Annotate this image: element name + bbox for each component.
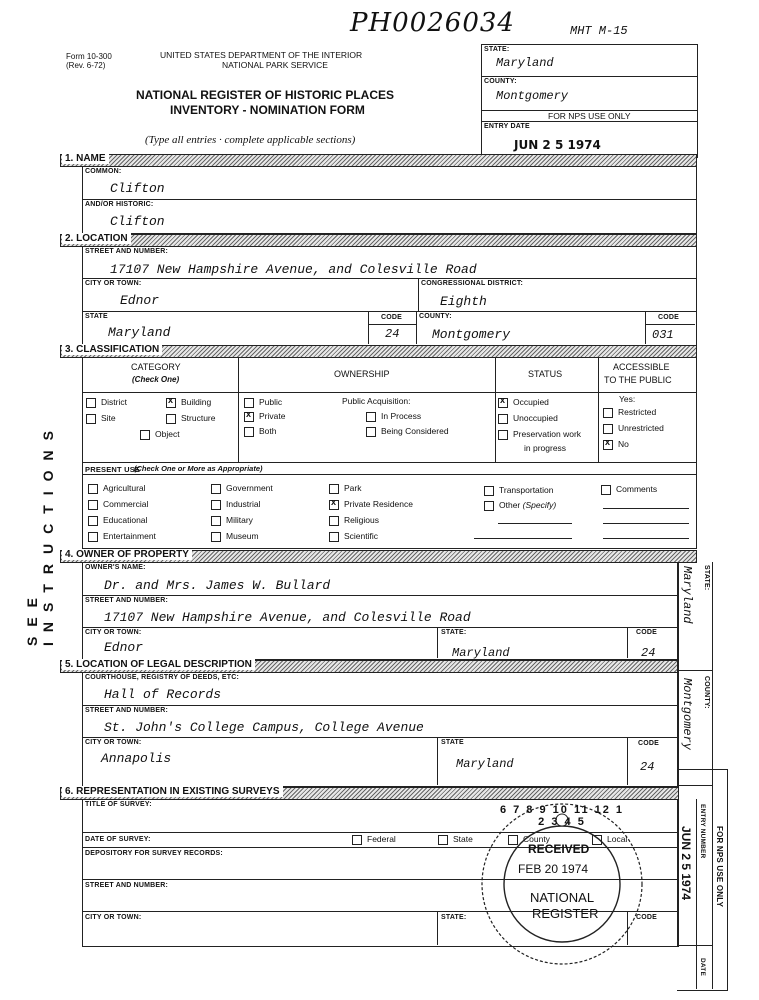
checkbox-checked[interactable] (498, 398, 508, 408)
use-entertainment[interactable] (88, 531, 156, 542)
ownership-head: OWNERSHIP (334, 369, 390, 379)
street-value: 17107 New Hampshire Avenue, and Colesville Road (110, 262, 477, 277)
access-restricted[interactable] (603, 407, 656, 418)
header-nps-only: FOR NPS USE ONLY (548, 111, 631, 121)
use-park[interactable] (329, 483, 361, 494)
option-label: Object (155, 429, 180, 439)
section-title-owner: 4. OWNER OF PROPERTY (62, 549, 192, 560)
option-label: Unoccupied (513, 413, 558, 423)
side-state-value: Maryland (680, 566, 694, 624)
option-label: Preservation work (513, 429, 582, 439)
county-label: COUNTY: (419, 313, 452, 320)
category-building[interactable] (166, 397, 211, 408)
option-label: Occupied (513, 397, 549, 407)
checkbox[interactable] (86, 398, 96, 408)
checkbox[interactable] (329, 532, 339, 542)
common-value: Clifton (110, 181, 165, 196)
ownership-private[interactable] (244, 411, 285, 422)
use-educational[interactable] (88, 515, 147, 526)
received-stamp (478, 800, 646, 968)
access-yes-label: Yes: (619, 394, 636, 404)
checkbox[interactable] (366, 412, 376, 422)
header-county-label: COUNTY: (484, 78, 517, 85)
checkbox[interactable] (88, 532, 98, 542)
access-head-2: TO THE PUBLIC (604, 375, 672, 385)
stamp-ring-numbers: 6 7 8 9 10 11 12 1 2 3 4 5 (499, 804, 625, 828)
legal-code-value: 24 (640, 760, 655, 774)
checkbox[interactable] (211, 516, 221, 526)
section-classification-box (82, 357, 697, 549)
owner-street-value: 17107 New Hampshire Avenue, and Colesville Road (104, 610, 471, 625)
checkbox[interactable] (244, 398, 254, 408)
owner-name-value: Dr. and Mrs. James W. Bullard (104, 578, 331, 593)
checkbox[interactable] (438, 835, 448, 845)
acquisition-in-process[interactable] (366, 411, 421, 422)
checkbox[interactable] (366, 427, 376, 437)
checkbox[interactable] (484, 486, 494, 496)
type-instructions: (Type all entries · complete applicable sections) (145, 134, 356, 146)
courthouse-label: COURTHOUSE, REGISTRY OF DEEDS, ETC: (85, 674, 240, 681)
stamp-received: RECEIVED (528, 842, 590, 856)
legal-street-label: STREET AND NUMBER: (85, 707, 169, 714)
option-label: Other (499, 500, 521, 510)
option-label: Both (259, 426, 277, 436)
category-district[interactable] (86, 397, 127, 408)
option-label: Entertainment (103, 531, 156, 541)
option-label: Unrestricted (618, 423, 664, 433)
survey-code-label: CODE (636, 914, 658, 921)
state-value: Maryland (108, 325, 171, 340)
checkbox[interactable] (88, 500, 98, 510)
checkbox-checked[interactable] (244, 412, 254, 422)
public-acquisition-label: Public Acquisition: (342, 396, 411, 406)
checkbox[interactable] (603, 424, 613, 434)
option-label: Private (259, 411, 286, 421)
use-other[interactable] (484, 500, 556, 511)
option-label: Religious (344, 515, 379, 525)
checkbox-checked[interactable] (329, 500, 339, 510)
checkbox[interactable] (88, 484, 98, 494)
option-label: Museum (226, 531, 259, 541)
owner-name-label: OWNER'S NAME: (85, 564, 146, 571)
ownership-public[interactable] (244, 397, 282, 408)
survey-federal[interactable] (352, 834, 396, 845)
checkbox[interactable] (244, 427, 254, 437)
checkbox-checked[interactable] (166, 398, 176, 408)
form-revision: (Rev. 6-72) (66, 61, 106, 70)
category-structure[interactable] (166, 413, 216, 424)
owner-state-value: Maryland (452, 646, 510, 660)
option-label: Site (101, 413, 116, 423)
legal-street-value: St. John's College Campus, College Avenue (104, 720, 424, 735)
option-label: Educational (103, 515, 148, 525)
section-title-legal: 5. LOCATION OF LEGAL DESCRIPTION (62, 659, 255, 670)
option-label: Private Residence (344, 499, 413, 509)
option-label: County (523, 834, 550, 844)
category-object[interactable] (140, 429, 180, 440)
state-code-label: CODE (381, 314, 403, 321)
owner-code-label: CODE (636, 629, 658, 636)
form-title-1: NATIONAL REGISTER OF HISTORIC PLACES (136, 88, 395, 102)
survey-date-label: DATE OF SURVEY: (85, 836, 151, 843)
district-value: Eighth (440, 294, 487, 309)
form-title-2: INVENTORY - NOMINATION FORM (170, 103, 365, 117)
see-instructions: SEE INSTRUCTIONS (24, 421, 56, 646)
option-label: Industrial (226, 499, 261, 509)
entry-date-stamp: JUN 2 5 1974 (514, 138, 601, 152)
department: UNITED STATES DEPARTMENT OF THE INTERIOR (160, 50, 363, 60)
checkbox[interactable] (140, 430, 150, 440)
street-label: STREET AND NUMBER: (85, 248, 169, 255)
checkbox[interactable] (86, 414, 96, 424)
state-label: STATE (85, 313, 108, 320)
use-religious[interactable] (329, 515, 379, 526)
section-title-classification: 3. CLASSIFICATION (62, 344, 162, 355)
status-unoccupied[interactable] (498, 413, 558, 424)
use-scientific[interactable] (329, 531, 378, 542)
section-title-surveys: 6. REPRESENTATION IN EXISTING SURVEYS (62, 786, 283, 797)
option-label: Public (259, 397, 283, 407)
survey-state[interactable] (438, 834, 473, 845)
header-state-label: STATE: (484, 46, 510, 53)
use-transportation[interactable] (484, 485, 554, 496)
category-site[interactable] (86, 413, 116, 424)
present-use-label: PRESENT USE (85, 465, 141, 474)
legal-state-value: Maryland (456, 757, 514, 771)
option-label: Transportation (499, 485, 554, 495)
status-preservation-2: in progress (524, 443, 567, 453)
option-label: Military (226, 515, 253, 525)
park-service: NATIONAL PARK SERVICE (222, 60, 328, 70)
courthouse-value: Hall of Records (104, 687, 222, 702)
checkbox[interactable] (88, 516, 98, 526)
option-label: Scientific (344, 531, 379, 541)
checkbox[interactable] (484, 501, 494, 511)
status-head: STATUS (528, 369, 563, 379)
state-code-value: 24 (385, 327, 400, 341)
stamp-line-2: REGISTER (532, 906, 599, 921)
option-note: (Specify) (522, 500, 557, 510)
mht-label: MHT M-15 (570, 24, 628, 38)
category-head: CATEGORY (131, 362, 181, 372)
category-sub: (Check One) (132, 375, 180, 384)
access-unrestricted[interactable] (603, 423, 664, 434)
entry-date-label: ENTRY DATE (484, 123, 530, 130)
option-label: Federal (367, 834, 396, 844)
checkbox[interactable] (211, 500, 221, 510)
option-label: Park (344, 483, 362, 493)
side-date-stamp: JUN 2 5 1974 (679, 826, 693, 901)
city-value: Ednor (120, 293, 160, 308)
stamp-date: FEB 20 1974 (518, 862, 589, 876)
side-county-value: Montgomery (680, 678, 694, 751)
historic-label: AND/OR HISTORIC: (85, 201, 154, 208)
city-label: CITY OR TOWN: (85, 280, 142, 287)
option-label: Agricultural (103, 483, 146, 493)
use-agricultural[interactable] (88, 483, 146, 494)
use-comments[interactable] (601, 484, 657, 495)
checkbox[interactable] (498, 414, 508, 424)
section-name-box (82, 166, 697, 234)
checkbox[interactable] (352, 835, 362, 845)
section-title-name: 1. NAME (62, 153, 109, 164)
option-label: Structure (181, 413, 216, 423)
survey-title-label: TITLE OF SURVEY: (85, 801, 152, 808)
acquisition-being-considered[interactable] (366, 426, 449, 437)
handwritten-id: PH0026034 (350, 8, 515, 38)
use-commercial[interactable] (88, 499, 148, 510)
legal-city-value: Annapolis (101, 751, 172, 766)
use-industrial[interactable] (211, 499, 261, 510)
side-date-label: DATE (699, 958, 706, 977)
common-label: COMMON: (85, 168, 122, 175)
owner-city-value: Ednor (104, 640, 144, 655)
owner-street-label: STREET AND NUMBER: (85, 597, 169, 604)
legal-state-label: STATE (441, 739, 464, 746)
checkbox[interactable] (166, 414, 176, 424)
checkbox-checked[interactable] (603, 440, 613, 450)
owner-state-label: STATE: (441, 629, 467, 636)
option-label: Being Considered (381, 426, 449, 436)
checkbox[interactable] (603, 408, 613, 418)
header-county-value: Montgomery (496, 89, 569, 103)
option-label: Restricted (618, 407, 657, 417)
header-state-value: Maryland (496, 56, 554, 70)
county-code-label: CODE (658, 314, 680, 321)
present-use-note: (Check One or More as Appropriate) (134, 464, 263, 473)
legal-city-label: CITY OR TOWN: (85, 739, 142, 746)
status-preservation[interactable] (498, 429, 581, 440)
survey-city-label: CITY OR TOWN: (85, 914, 142, 921)
checkbox[interactable] (211, 484, 221, 494)
option-label: In Process (381, 411, 422, 421)
historic-value: Clifton (110, 214, 165, 229)
district-label: CONGRESSIONAL DISTRICT: (421, 280, 524, 287)
checkbox[interactable] (211, 532, 221, 542)
owner-city-label: CITY OR TOWN: (85, 629, 142, 636)
use-private-residence[interactable] (329, 499, 413, 510)
use-museum[interactable] (211, 531, 259, 542)
survey-street-label: STREET AND NUMBER: (85, 882, 169, 889)
section-title-location: 2. LOCATION (62, 233, 131, 244)
checkbox[interactable] (498, 430, 508, 440)
owner-code-value: 24 (641, 646, 656, 660)
option-label: District (101, 397, 127, 407)
checkbox[interactable] (329, 484, 339, 494)
checkbox[interactable] (601, 485, 611, 495)
ownership-both[interactable] (244, 426, 277, 437)
side-nps-only: FOR NPS USE ONLY (715, 826, 724, 908)
side-county-label: COUNTY: (703, 676, 710, 709)
county-value: Montgomery (432, 327, 511, 342)
use-government[interactable] (211, 483, 273, 494)
form-number: Form 10-300 (66, 52, 112, 61)
legal-code-label: CODE (638, 740, 660, 747)
access-head-1: ACCESSIBLE (613, 362, 670, 372)
survey-state-label: STATE: (441, 914, 467, 921)
access-no[interactable] (603, 439, 629, 450)
status-occupied[interactable] (498, 397, 549, 408)
option-label: Commercial (103, 499, 149, 509)
option-label: Government (226, 483, 273, 493)
side-entry-number: ENTRY NUMBER (699, 804, 706, 859)
stamp-line-1: NATIONAL (530, 890, 595, 905)
depository-label: DEPOSITORY FOR SURVEY RECORDS: (85, 850, 223, 857)
option-label: Comments (616, 484, 658, 494)
county-code-value: 031 (652, 328, 674, 342)
side-state-label: STATE: (703, 565, 710, 591)
option-label: No (618, 439, 629, 449)
use-military[interactable] (211, 515, 253, 526)
option-label: Building (181, 397, 212, 407)
checkbox[interactable] (329, 516, 339, 526)
option-label: Local (607, 834, 628, 844)
option-label: State (453, 834, 473, 844)
